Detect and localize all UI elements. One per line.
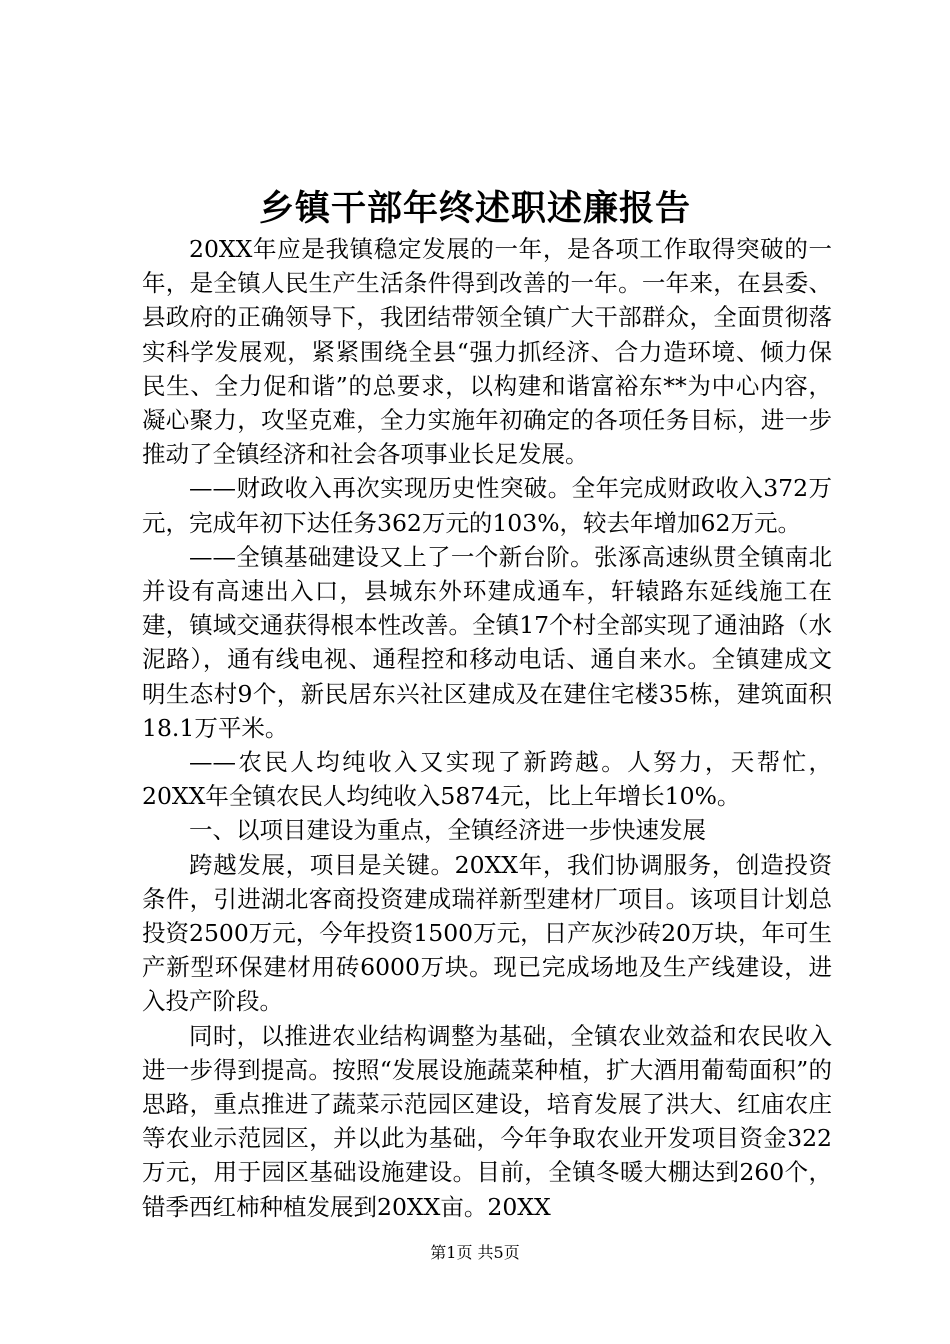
paragraph-agriculture: 同时，以推进农业结构调整为基础，全镇农业效益和农民收入进一步得到提高。按照“发展设施蔬菜种植，扩大酒用葡萄面积”的思路，重点推进了蔬菜示范园区建设，培育发展了洪大、红庙农庄等农业示范园区，并以此为基础，今年争取农业开发项目资金322万元，用于园区基础设施建设。目前，全镇冬暖大棚达到260个，错季西红柿种植发展到20XX亩。20XX (142, 1021, 832, 1221)
document-title: 乡镇干部年终述职述廉报告 (258, 188, 691, 229)
section-heading-1: 一、以项目建设为重点，全镇经济进一步快速发展 (189, 816, 706, 845)
paragraph-finance: ——财政收入再次实现历史性突破。全年完成财政收入372万元，完成年初下达任务362万元的103%，较去年增加62万元。 (142, 474, 832, 537)
paragraph-income: ——农民人均纯收入又实现了新跨越。人努力，天帮忙，20XX年全镇农民人均纯收入5874元，比上年增长10%。 (142, 748, 832, 811)
paragraph-intro: 20XX年应是我镇稳定发展的一年，是各项工作取得突破的一年，是全镇人民生产生活条件得到改善的一年。一年来，在县委、县政府的正确领导下，我团结带领全镇广大干部群众，全面贯彻落实科学发展观，紧紧围绕全县“强力抓经济、合力造环境、倾力保民生、全力促和谐”的总要求，以构建和谐富裕东**为中心内容，凝心聚力，攻坚克难，全力实施年初确定的各项任务目标，进一步推动了全镇经济和社会各项事业长足发展。 (142, 235, 832, 469)
document-body (142, 232, 832, 1224)
paragraph-infrastructure: ——全镇基础建设又上了一个新台阶。张涿高速纵贯全镇南北并设有高速出入口，县城东外环建成通车，轩辕路东延线施工在建，镇域交通获得根本性改善。全镇17个村全部实现了通油路（水泥路），通有线电视、通程控和移动电话、通自来水。全镇建成文明生态村9个，新民居东兴社区建成及在建住宅楼35栋，建筑面积18.1万平米。 (142, 542, 832, 742)
paragraph-projects: 跨越发展，项目是关键。20XX年，我们协调服务，创造投资条件，引进湖北客商投资建成瑞祥新型建材厂项目。该项目计划总投资2500万元，今年投资1500万元，日产灰沙砖20万块，年可生产新型环保建材用砖6000万块。现已完成场地及生产线建设，进入投产阶段。 (142, 850, 833, 1016)
page-number: 第1页 共5页 (430, 1243, 520, 1262)
